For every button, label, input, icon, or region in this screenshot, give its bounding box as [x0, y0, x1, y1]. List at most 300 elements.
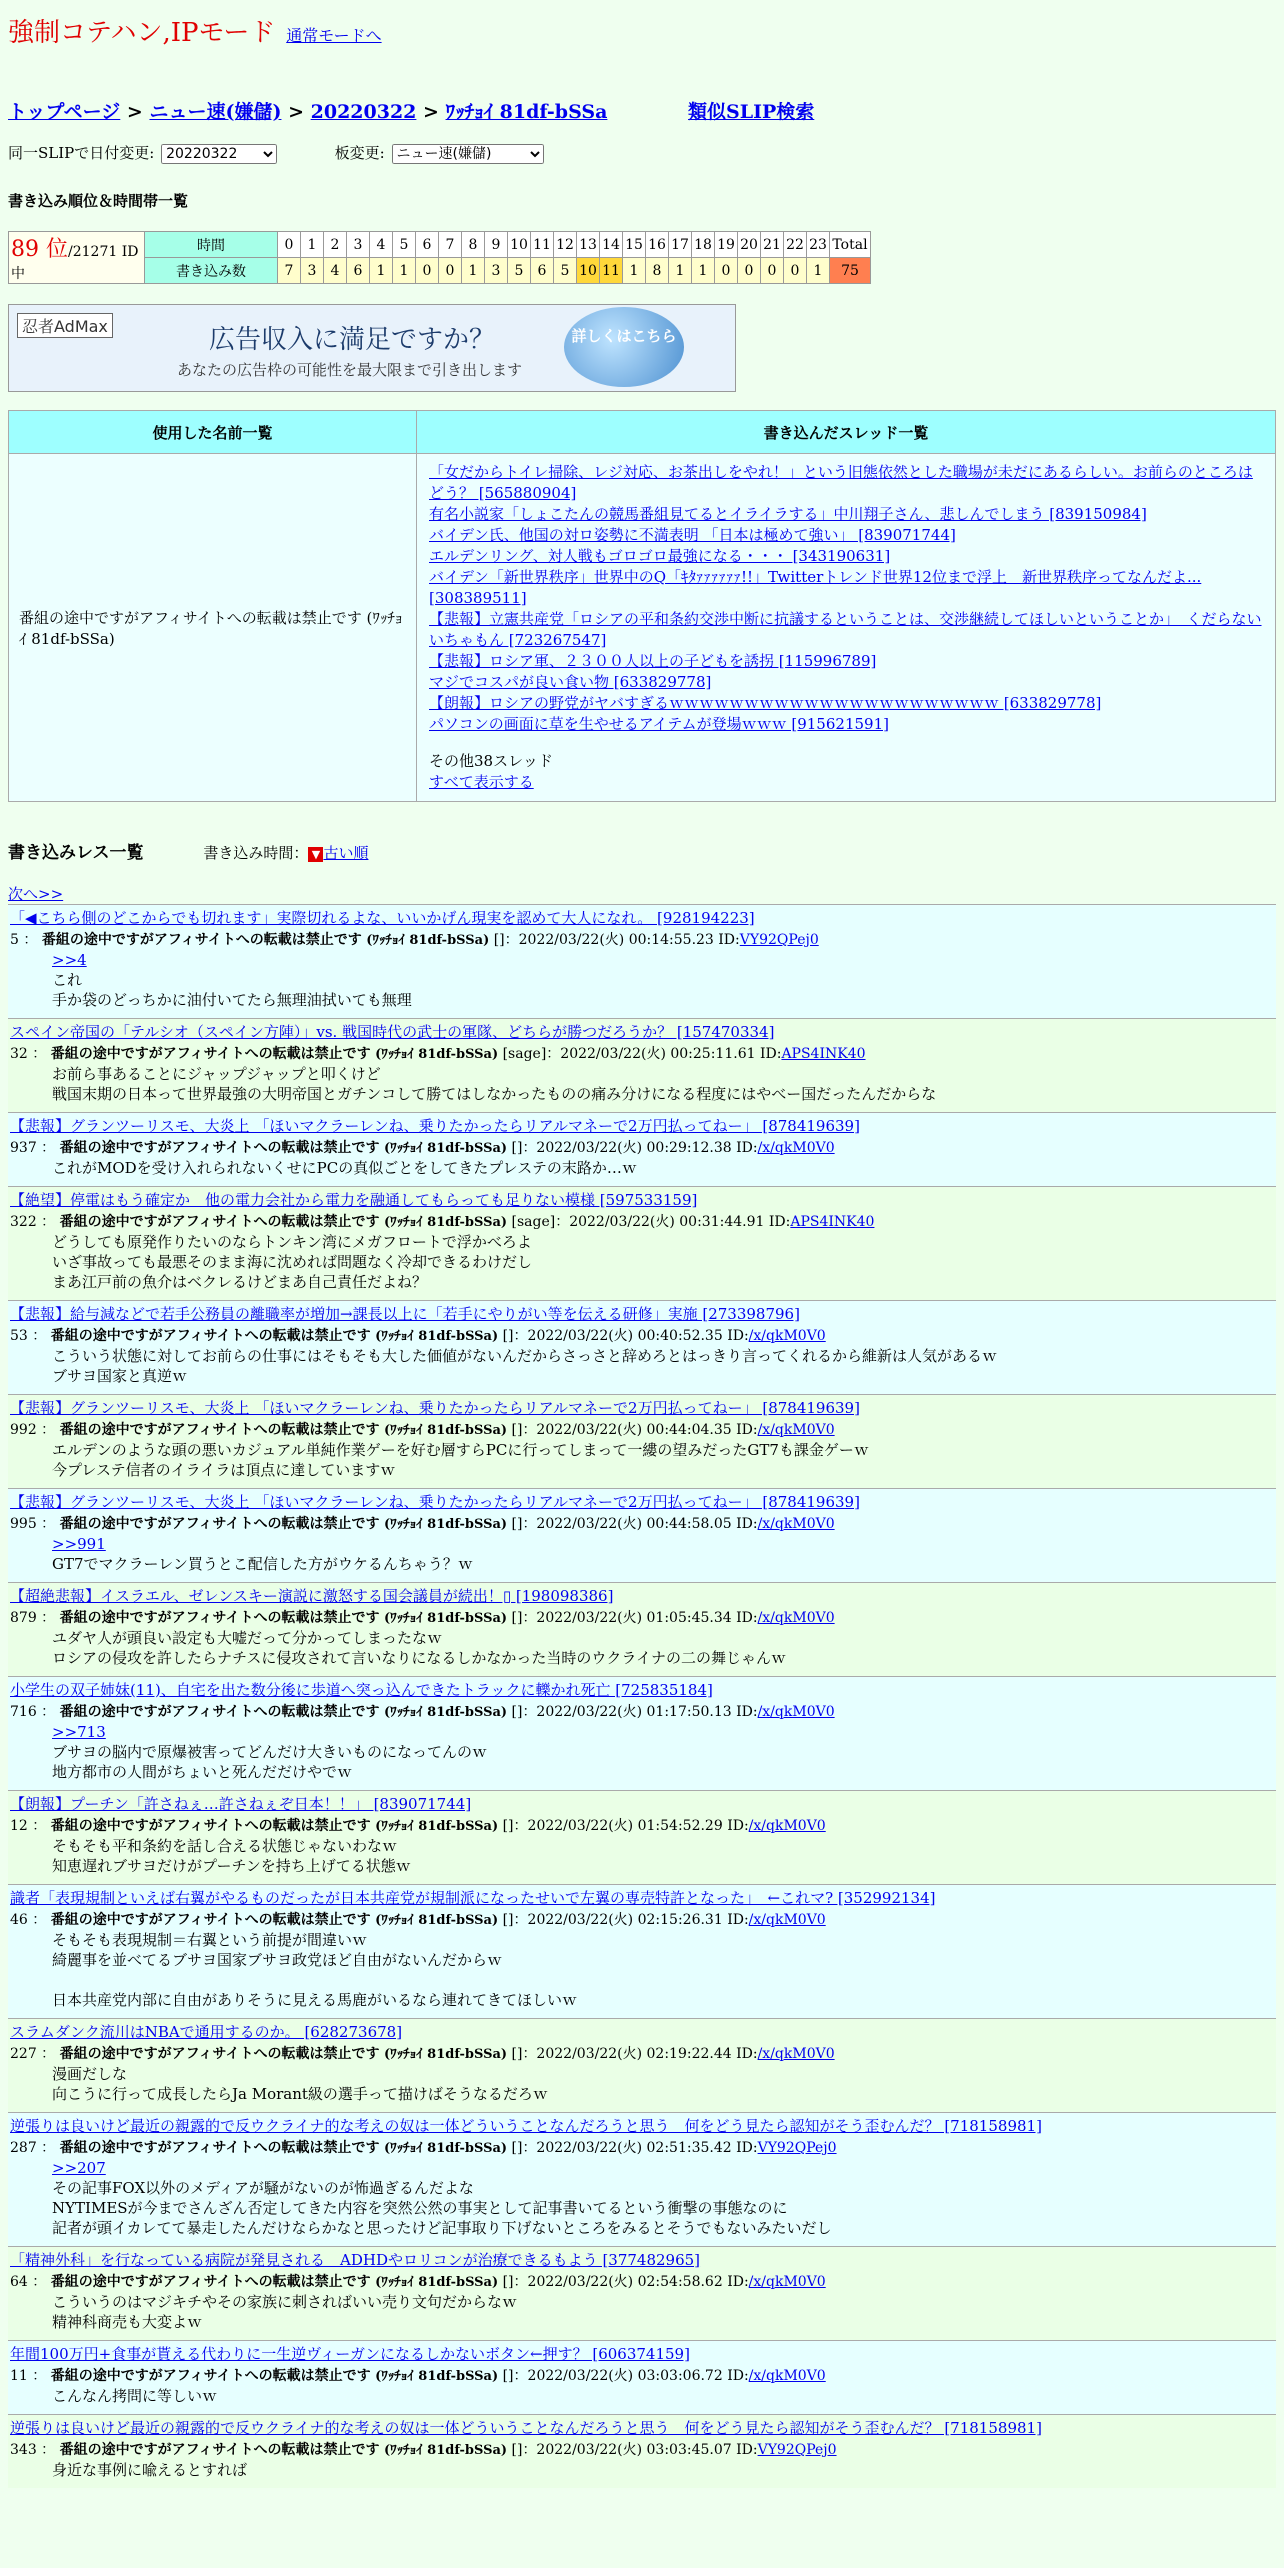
more-threads-count: その他38スレッド: [429, 752, 553, 770]
hour-cell: 18: [692, 232, 715, 258]
breadcrumb: [8, 97, 1276, 124]
hour-cell: 2: [324, 232, 347, 258]
responses-heading-row: [8, 838, 1276, 863]
thread-list: [417, 454, 1276, 802]
post-date: ：2022/03/22(火) 00:29:12.38 ID:: [522, 1140, 758, 1156]
hour-cell: 21: [761, 232, 784, 258]
post-number: 11: [10, 2368, 28, 2384]
post-date: ：2022/03/22(火) 00:40:52.35 ID:: [513, 1328, 749, 1344]
post-thread-link[interactable]: 【絶望】停電はもう確定か 他の電力会社から電力を融通してもらっても足りない模様 [597533159]: [10, 1191, 698, 1209]
breadcrumb-date[interactable]: 20220322: [310, 101, 417, 123]
post-mail: []: [502, 1328, 514, 1344]
count-cell: 0: [784, 258, 807, 284]
post-id-link[interactable]: /x/qkM0V0: [757, 1516, 835, 1532]
post-body: [52, 1440, 1274, 1480]
post-mail: []: [502, 1818, 514, 1834]
post-line: ブサヨ国家と真逆ｗ: [52, 1367, 188, 1385]
post-body: [52, 1930, 1274, 2010]
post-mail: []: [502, 2274, 514, 2290]
post: [8, 1186, 1276, 1300]
hour-cell: 10: [508, 232, 531, 258]
post-thread-link[interactable]: 識者「表現規制といえば右翼がやるものだったが日本共産党が規制派になったせいで左翼の専売特許となった」 ←これマ? [352992134]: [10, 1889, 936, 1907]
post-id-link[interactable]: /x/qkM0V0: [757, 1422, 835, 1438]
count-cell: 10: [577, 258, 600, 284]
count-cell: 1: [623, 258, 646, 284]
post-body: [52, 2460, 1274, 2480]
post-body: [52, 950, 1274, 1010]
thread-link[interactable]: バイデン「新世界秩序」世界中のQ「ｷﾀｧｧｧｧｧｧ!!」Twitterトレンド世界12位まで浮上 新世界秩序ってなんだよ... [308389511]: [429, 568, 1202, 607]
post-number: 879: [10, 1610, 37, 1626]
breadcrumb-slip[interactable]: ﾜｯﾁｮｲ 81df-bSSa: [445, 101, 608, 123]
count-cell: 7: [278, 258, 301, 284]
post-meta: 46 ： 番組の途中ですがアフィサイトへの転載は禁止です (ﾜｯﾁｮｲ 81df-bSSa) []：2022/03/22(火) 02:15:26.31 ID:/x/qkM0V0: [10, 1912, 826, 1928]
post-trip: (ﾜｯﾁｮｲ 81df-bSSa): [366, 933, 490, 948]
post-thread-link[interactable]: 逆張りは良いけど最近の親露的で反ウクライナ的な考えの奴は一体どういうことなんだろうと思う 何をどう見たら認知がそう歪むんだ？ [718158981]: [10, 2419, 1042, 2437]
post-line: お前ら事あることにジャップジャップと叩くけど: [52, 1065, 381, 1083]
post-mail: []: [511, 1140, 523, 1156]
hour-cell: 5: [393, 232, 416, 258]
post-line: エルデンのような頭の悪いカジュアル単純作業ゲーを好む層すらPCに行ってしまって一縷の望みだったGT7も課金ゲーｗ: [52, 1441, 869, 1459]
post-date: ：2022/03/22(火) 02:51:35.42 ID:: [522, 2140, 758, 2156]
post-id-link[interactable]: /x/qkM0V0: [748, 1912, 826, 1928]
post-list: [8, 904, 1276, 2488]
count-cell: 0: [761, 258, 784, 284]
post-mail: [sage]: [502, 1046, 547, 1062]
post-thread-link[interactable]: 「◀こちら側のどこからでも切れます」実際切れるよな、いいかげん現実を認めて大人になれ。 [928194223]: [10, 909, 755, 927]
hour-cell: 9: [485, 232, 508, 258]
post-number: 716: [10, 1704, 37, 1720]
mode-title: 強制コテハン,IPモード: [8, 18, 276, 48]
hour-cell: 8: [462, 232, 485, 258]
post: [8, 904, 1276, 1018]
post-line: ロシアの侵攻を許したらナチスに侵攻されて言いなりになるしかなかった当時のウクライナの二の舞じゃんｗ: [52, 1649, 786, 1667]
ranking-heading: 書き込み順位＆時間帯一覧: [8, 192, 189, 210]
hour-cell: 19: [715, 232, 738, 258]
post-date: ：2022/03/22(火) 00:31:44.91 ID:: [555, 1214, 791, 1230]
post-id-link[interactable]: APS4INK40: [790, 1214, 875, 1230]
post-thread-link[interactable]: 【悲報】給与減などで若手公務員の離職率が増加→課長以上に「若手にやりがい等を伝える研修」実施 [273398796]: [10, 1305, 800, 1323]
post-mail: []: [502, 2368, 514, 2384]
board-change-label: 板変更:: [334, 144, 385, 162]
post-number: 53: [10, 1328, 28, 1344]
post-body: [52, 1346, 1274, 1386]
thread-link[interactable]: 有名小説家「しょこたんの競馬番組見てるとイライラする」中川翔子さん、悲しんでしまう [839150984]: [429, 505, 1147, 523]
post-line: 今プレステ信者のイライラは頂点に達していますｗ: [52, 1461, 396, 1479]
post-meta: 5 ： 番組の途中ですがアフィサイトへの転載は禁止です (ﾜｯﾁｮｲ 81df-bSSa) []：2022/03/22(火) 00:14:55.23 ID:VY92QPej0: [10, 932, 819, 948]
post-name: 番組の途中ですがアフィサイトへの転載は禁止です: [50, 1818, 371, 1834]
post-number: 992: [10, 1422, 37, 1438]
post-body: [52, 2064, 1274, 2104]
post-number: 46: [10, 1912, 28, 1928]
anchor-link[interactable]: >>713: [52, 1723, 106, 1741]
post: [8, 1884, 1276, 2018]
post-trip: (ﾜｯﾁｮｲ 81df-bSSa): [375, 1329, 499, 1344]
post-name: 番組の途中ですがアフィサイトへの転載は禁止です: [50, 1046, 371, 1062]
hour-cell: 15: [623, 232, 646, 258]
post-date: ：2022/03/22(火) 00:44:04.35 ID:: [522, 1422, 758, 1438]
thread-link[interactable]: 「女だからトイレ掃除、レジ対応、お茶出しをやれ！」という旧態依然とした職場が未だにあるらしい。お前らのところはどう？ [565880904]: [429, 463, 1253, 502]
post-date: ：2022/03/22(火) 02:54:58.62 ID:: [513, 2274, 749, 2290]
post-name: 番組の途中ですがアフィサイトへの転載は禁止です: [50, 2368, 371, 2384]
post-date: ：2022/03/22(火) 00:14:55.23 ID:: [504, 932, 740, 948]
post-date: ：2022/03/22(火) 01:54:52.29 ID:: [513, 1818, 749, 1834]
thread-link[interactable]: 【悲報】ロシア軍、２３００人以上の子どもを誘拐 [115996789]: [429, 652, 877, 670]
ad-headline: 広告収入に満足ですか？: [209, 325, 496, 355]
post-line: 地方都市の人間がちょいと死んだだけやでｗ: [52, 1763, 353, 1781]
post-number: 322: [10, 1214, 37, 1230]
post-id-link[interactable]: VY92QPej0: [757, 2140, 837, 2156]
count-cell: 11: [600, 258, 623, 284]
post-body: [52, 1534, 1274, 1574]
hour-cell: 22: [784, 232, 807, 258]
post-thread-link[interactable]: 【朗報】プーチン「許さねぇ…許さねぇぞ日本！！」 [839071744]: [10, 1795, 472, 1813]
post-trip: (ﾜｯﾁｮｲ 81df-bSSa): [375, 2369, 499, 2384]
selector-row: [8, 142, 1276, 164]
more-threads-line: [429, 751, 1263, 793]
threads-column-header: 書き込んだスレッド一覧: [417, 411, 1276, 454]
post-thread-link[interactable]: スペイン帝国の「テルシオ（スペイン方陣）」vs. 戦国時代の武士の軍隊、どちらが勝つだろうか？ [157470334]: [10, 1023, 775, 1041]
post-thread-link[interactable]: 【悲報】グランツーリスモ、大炎上 「ほいマクラーレンね、乗りたかったらリアルマネーで2万円払ってねー」 [878419639]: [10, 1117, 860, 1135]
hour-cell: 1: [301, 232, 324, 258]
post-line: 知恵遅れブサヨだけがプーチンを持ち上げてる状態ｗ: [52, 1857, 411, 1875]
post: [8, 2340, 1276, 2414]
anchor-link[interactable]: >>4: [52, 951, 87, 969]
similar-slip-search-link[interactable]: 類似SLIP検索: [688, 101, 815, 123]
post: [8, 2246, 1276, 2340]
post-thread-link[interactable]: 【超絶悲報】イスラエル、ゼレンスキー演説に激怒する国会議員が続出！▯ [198098386]: [10, 1587, 614, 1605]
count-cell: 0: [738, 258, 761, 284]
next-page-link[interactable]: 次へ>>: [8, 885, 64, 903]
post-line: 精神科商売も大変よｗ: [52, 2313, 203, 2331]
hour-cell: 16: [646, 232, 669, 258]
post-line: ブサヨの脳内で原爆被害ってどんだけ大きいものになってんのｗ: [52, 1743, 488, 1761]
sort-order-label: 書き込み時間：: [203, 844, 309, 862]
post-line: NYTIMESが今までさんざん否定してきた内容を突然公然の事実として記事書いてるという衝撃の事態なのに: [52, 2199, 788, 2217]
post-meta: 12 ： 番組の途中ですがアフィサイトへの転載は禁止です (ﾜｯﾁｮｲ 81df-bSSa) []：2022/03/22(火) 01:54:52.29 ID:/x/qkM0V0: [10, 1818, 826, 1834]
post-meta: 937 ： 番組の途中ですがアフィサイトへの転載は禁止です (ﾜｯﾁｮｲ 81df-bSSa) []：2022/03/22(火) 00:29:12.38 ID:/x/qkM0V0: [10, 1140, 835, 1156]
post: [8, 1394, 1276, 1488]
post-line: これ: [52, 971, 83, 989]
post-meta: 716 ： 番組の途中ですがアフィサイトへの転載は禁止です (ﾜｯﾁｮｲ 81df-bSSa) []：2022/03/22(火) 01:17:50.13 ID:/x/qkM0V0: [10, 1704, 835, 1720]
post-body: [52, 2292, 1274, 2332]
post-date: ：2022/03/22(火) 02:15:26.31 ID:: [513, 1912, 749, 1928]
thread-link[interactable]: パソコンの画面に草を生やせるアイテムが登場ｗｗｗ [915621591]: [429, 715, 889, 733]
thread-link[interactable]: マジでコスパが良い食い物 [633829778]: [429, 673, 712, 691]
post-name: 番組の途中ですがアフィサイトへの転載は禁止です: [41, 932, 362, 948]
hour-cell: 4: [370, 232, 393, 258]
post-trip: (ﾜｯﾁｮｲ 81df-bSSa): [384, 1215, 508, 1230]
post-mail: [sage]: [511, 1214, 556, 1230]
post: [8, 1488, 1276, 1582]
hour-cell: 11: [531, 232, 554, 258]
post: [8, 2112, 1276, 2246]
post-date: ：2022/03/22(火) 00:44:58.05 ID:: [522, 1516, 758, 1532]
post-id-link[interactable]: /x/qkM0V0: [757, 1704, 835, 1720]
post-body: [52, 1836, 1274, 1876]
breadcrumb-sep: >: [126, 101, 143, 123]
post-body: [52, 1722, 1274, 1782]
post-line: GT7でマクラーレン買うとこ配信した方がウケるんちゃう？ｗ: [52, 1555, 473, 1573]
post-body: [52, 2158, 1274, 2238]
breadcrumb-sep: >: [288, 101, 304, 123]
post-meta: 287 ： 番組の途中ですがアフィサイトへの転載は禁止です (ﾜｯﾁｮｲ 81df-bSSa) []：2022/03/22(火) 02:51:35.42 ID:VY92QPej0: [10, 2140, 837, 2156]
hour-cell: 0: [278, 232, 301, 258]
post-number: 12: [10, 1818, 28, 1834]
post-date: ：2022/03/22(火) 03:03:06.72 ID:: [513, 2368, 749, 2384]
post-id-link[interactable]: /x/qkM0V0: [757, 1610, 835, 1626]
count-cell: 5: [554, 258, 577, 284]
post-line: こんなん拷問に等しいｗ: [52, 2387, 218, 2405]
post-trip: (ﾜｯﾁｮｲ 81df-bSSa): [384, 1705, 508, 1720]
names-threads-table: [8, 410, 1276, 802]
post-meta: 53 ： 番組の途中ですがアフィサイトへの転載は禁止です (ﾜｯﾁｮｲ 81df-bSSa) []：2022/03/22(火) 00:40:52.35 ID:/x/qkM0V0: [10, 1328, 826, 1344]
post-line: 日本共産党内部に自由がありそうに見える馬鹿がいるなら連れてきてほしいｗ: [52, 1991, 578, 2009]
sort-arrow-icon: ▼: [308, 847, 323, 862]
thread-link[interactable]: 【朗報】ロシアの野党がヤバすぎるｗｗｗｗｗｗｗｗｗｗｗｗｗｗｗｗｗｗｗｗｗｗ [633829778]: [429, 694, 1102, 712]
hour-cell: 17: [669, 232, 692, 258]
post-line: こういう状態に対してお前らの仕事にはそもそも大した価値がないんだからさっさと辞めろとはっきり言ってくれるから維新は人気があるｗ: [52, 1347, 998, 1365]
hour-cell: 20: [738, 232, 761, 258]
date-select[interactable]: [161, 144, 277, 164]
post-line: どうしても原発作りたいのならトンキン湾にメガフロートで浮かべろよ: [52, 1233, 532, 1251]
post-name: 番組の途中ですがアフィサイトへの転載は禁止です: [59, 2442, 380, 2458]
post-trip: (ﾜｯﾁｮｲ 81df-bSSa): [384, 2443, 508, 2458]
post-id-link[interactable]: /x/qkM0V0: [748, 2368, 826, 2384]
count-cell: 1: [692, 258, 715, 284]
post-number: 64: [10, 2274, 28, 2290]
post-thread-link[interactable]: 年間100万円+食事が貰える代わりに一生逆ヴィーガンになるしかないボタン←押す？ [606374159]: [10, 2345, 690, 2363]
count-cell: 6: [531, 258, 554, 284]
post-trip: (ﾜｯﾁｮｲ 81df-bSSa): [375, 1047, 499, 1062]
count-cell: 5: [508, 258, 531, 284]
post-body: [52, 1232, 1274, 1292]
hour-cell: 6: [416, 232, 439, 258]
post-date: ：2022/03/22(火) 02:19:22.44 ID:: [522, 2046, 758, 2062]
post-mail: []: [502, 1912, 514, 1928]
post-date: ：2022/03/22(火) 01:17:50.13 ID:: [522, 1704, 758, 1720]
post-trip: (ﾜｯﾁｮｲ 81df-bSSa): [375, 1819, 499, 1834]
post-body: [52, 1064, 1274, 1104]
post-line: ユダヤ人が頭良い設定も大嘘だって分かってしまったなｗ: [52, 1629, 443, 1647]
ad-banner[interactable]: [8, 304, 736, 392]
post-mail: []: [511, 1704, 523, 1720]
breadcrumb-top[interactable]: トップページ: [8, 101, 121, 123]
post-number: 32: [10, 1046, 28, 1062]
post: [8, 2018, 1276, 2112]
post-mail: []: [511, 2046, 523, 2062]
post-id-link[interactable]: /x/qkM0V0: [757, 2046, 835, 2062]
post-meta: 995 ： 番組の途中ですがアフィサイトへの転載は禁止です (ﾜｯﾁｮｲ 81df-bSSa) []：2022/03/22(火) 00:44:58.05 ID:/x/qkM0V0: [10, 1516, 835, 1532]
hour-cell: 12: [554, 232, 577, 258]
count-cell: 6: [347, 258, 370, 284]
hour-cell: 14: [600, 232, 623, 258]
post-trip: (ﾜｯﾁｮｲ 81df-bSSa): [384, 2141, 508, 2156]
post-id-link[interactable]: VY92QPej0: [739, 932, 819, 948]
oldest-first-link[interactable]: 古い順: [323, 844, 369, 862]
count-cell: 1: [807, 258, 830, 284]
post-meta: 11 ： 番組の途中ですがアフィサイトへの転載は禁止です (ﾜｯﾁｮｲ 81df-bSSa) []：2022/03/22(火) 03:03:06.72 ID:/x/qkM0V0: [10, 2368, 826, 2384]
board-select[interactable]: [392, 144, 544, 164]
post-line: これがMODを受け入れられないくせにPCの真似ごとをしてきたプレステの末路か…ｗ: [52, 1159, 637, 1177]
post-name: 番組の途中ですがアフィサイトへの転載は禁止です: [50, 1912, 371, 1928]
post-id-link[interactable]: /x/qkM0V0: [748, 1328, 826, 1344]
post-thread-link[interactable]: 【悲報】グランツーリスモ、大炎上 「ほいマクラーレンね、乗りたかったらリアルマネーで2万円払ってねー」 [878419639]: [10, 1493, 860, 1511]
count-cell: 3: [485, 258, 508, 284]
post-date: ：2022/03/22(火) 03:03:45.07 ID:: [522, 2442, 758, 2458]
count-cell: 1: [370, 258, 393, 284]
post-id-link[interactable]: APS4INK40: [781, 1046, 866, 1062]
thread-link[interactable]: バイデン氏、他国の対ロ姿勢に不満表明 「日本は極めて強い」 [839071744]: [429, 526, 956, 544]
normal-mode-link[interactable]: 通常モードへ: [286, 26, 382, 45]
rank-cell: [9, 232, 145, 284]
post-meta: 879 ： 番組の途中ですがアフィサイトへの転載は禁止です (ﾜｯﾁｮｲ 81df-bSSa) []：2022/03/22(火) 01:05:45.34 ID:/x/qkM0V0: [10, 1610, 835, 1626]
post-line: いざ事故っても最悪そのまま海に沈めれば問題なく冷却できるわけだし: [52, 1253, 533, 1271]
breadcrumb-sep: >: [423, 101, 439, 123]
anchor-link[interactable]: >>991: [52, 1535, 106, 1553]
ad-details-button[interactable]: 詳しくはこちら: [564, 307, 684, 387]
post-mail: []: [511, 1422, 523, 1438]
post-trip: (ﾜｯﾁｮｲ 81df-bSSa): [384, 1423, 508, 1438]
post-name: 番組の途中ですがアフィサイトへの転載は禁止です: [59, 2046, 380, 2062]
post-name: 番組の途中ですがアフィサイトへの転載は禁止です: [59, 1704, 380, 1720]
count-cell: 4: [324, 258, 347, 284]
post-thread-link[interactable]: 逆張りは良いけど最近の親露的で反ウクライナ的な考えの奴は一体どういうことなんだろうと思う 何をどう見たら認知がそう歪むんだ？ [718158981]: [10, 2117, 1042, 2135]
post-line: そもそも表現規制＝右翼という前提が間違いｗ: [52, 1931, 368, 1949]
post-line: 漫画だしな: [52, 2065, 128, 2083]
hour-cell: 7: [439, 232, 462, 258]
show-all-threads-link[interactable]: すべて表示する: [429, 773, 534, 791]
post-body: [52, 1158, 1274, 1178]
hour-cell: 23: [807, 232, 830, 258]
post-line: その記事FOX以外のメディアが騒がないのが怖過ぎるんだよな: [52, 2179, 474, 2197]
post-name: 番組の途中ですがアフィサイトへの転載は禁止です: [59, 2140, 380, 2156]
post-mail: []: [511, 2140, 523, 2156]
post-thread-link[interactable]: 小学生の双子姉妹(11)、自宅を出た数分後に歩道へ突っ込んできたトラックに轢かれ死亡 [725835184]: [10, 1681, 713, 1699]
post-name: 番組の途中ですがアフィサイトへの転載は禁止です: [59, 1140, 380, 1156]
post-name: 番組の途中ですがアフィサイトへの転載は禁止です: [50, 2274, 371, 2290]
post-trip: (ﾜｯﾁｮｲ 81df-bSSa): [375, 1913, 499, 1928]
post-meta: 32 ： 番組の途中ですがアフィサイトへの転載は禁止です (ﾜｯﾁｮｲ 81df-bSSa) [sage]：2022/03/22(火) 00:25:11.61 ID:APS4INK40: [10, 1046, 866, 1062]
post: [8, 1300, 1276, 1394]
post-id-link[interactable]: VY92QPej0: [757, 2442, 837, 2458]
post-number: 287: [10, 2140, 37, 2156]
hour-cell: 3: [347, 232, 370, 258]
post-id-link[interactable]: /x/qkM0V0: [748, 1818, 826, 1834]
anchor-link[interactable]: >>207: [52, 2159, 106, 2177]
count-cell: 1: [462, 258, 485, 284]
time-row-label: 時間: [145, 232, 278, 258]
post-id-link[interactable]: /x/qkM0V0: [757, 1140, 835, 1156]
post-line: 戦国末期の日本って世界最強の大明帝国とガチンコして勝てはしなかったものの痛み分けになる程度にはやべー国だったんだからな: [52, 1085, 937, 1103]
post-line: そもそも平和条約を話し合える状態じゃないわなｗ: [52, 1837, 398, 1855]
post-name: 番組の途中ですがアフィサイトへの転載は禁止です: [59, 1610, 380, 1626]
post-meta: 64 ： 番組の途中ですがアフィサイトへの転載は禁止です (ﾜｯﾁｮｲ 81df-bSSa) []：2022/03/22(火) 02:54:58.62 ID:/x/qkM0V0: [10, 2274, 826, 2290]
post-line: こういうのはマジキチやその家族に刺さればいい売り文句だからなｗ: [52, 2293, 518, 2311]
post: [8, 1018, 1276, 1112]
total-header: Total: [830, 232, 871, 258]
post-thread-link[interactable]: 「精神外科」を行なっている病院が発見される ADHDやロリコンが治療できるもよう [377482965]: [10, 2251, 701, 2269]
post-meta: 227 ： 番組の途中ですがアフィサイトへの転載は禁止です (ﾜｯﾁｮｲ 81df-bSSa) []：2022/03/22(火) 02:19:22.44 ID:/x/qkM0V0: [10, 2046, 835, 2062]
thread-link[interactable]: 【悲報】立憲共産党「ロシアの平和条約交渉中断に抗議するということは、交渉継続してほしいということか」 くだらないいちゃもん [723267547]: [429, 610, 1262, 649]
post-number: 343: [10, 2442, 37, 2458]
post: [8, 1112, 1276, 1186]
post: [8, 2414, 1276, 2488]
post-line: 記者が頭イカレてて暴走したんだけならかなと思ったけど記事取り下げないところをみるとそうでもないみたいだし: [52, 2219, 832, 2237]
post-name: 番組の途中ですがアフィサイトへの転載は禁止です: [59, 1516, 380, 1532]
post-meta: 322 ： 番組の途中ですがアフィサイトへの転載は禁止です (ﾜｯﾁｮｲ 81df-bSSa) [sage]：2022/03/22(火) 00:31:44.91 ID:APS4INK40: [10, 1214, 875, 1230]
count-cell: 0: [715, 258, 738, 284]
post-id-link[interactable]: /x/qkM0V0: [748, 2274, 826, 2290]
post-body: [52, 2386, 1274, 2406]
count-cell: 3: [301, 258, 324, 284]
post-thread-link[interactable]: スラムダンク流川はNBAで通用するのか。 [628273678]: [10, 2023, 403, 2041]
post-line: 身近な事例に喩えるとすれば: [52, 2461, 248, 2479]
post-line: 向こうに行って成長したらJa Morant級の選手って描けばそうなるだろｗ: [52, 2085, 548, 2103]
count-cell: 0: [439, 258, 462, 284]
post-trip: (ﾜｯﾁｮｲ 81df-bSSa): [384, 1611, 508, 1626]
total-value: 75: [830, 258, 871, 284]
post-name: 番組の途中ですがアフィサイトへの転載は禁止です: [59, 1214, 380, 1230]
hour-cell: 13: [577, 232, 600, 258]
post-trip: (ﾜｯﾁｮｲ 81df-bSSa): [384, 2047, 508, 2062]
post: [8, 1676, 1276, 1790]
count-row-label: 書き込み数: [145, 258, 278, 284]
next-page-row: [8, 883, 1276, 904]
post-body: [52, 1628, 1274, 1668]
names-column-header: 使用した名前一覧: [9, 411, 417, 454]
rank-number: 89 位: [11, 237, 68, 262]
post-number: 227: [10, 2046, 37, 2062]
thread-link[interactable]: エルデンリング、対人戦もゴロゴロ最強になる・・・ [343190631]: [429, 547, 891, 565]
count-cell: 1: [669, 258, 692, 284]
rank-total-ids: /21271 ID中: [11, 244, 139, 282]
post-trip: (ﾜｯﾁｮｲ 81df-bSSa): [384, 1517, 508, 1532]
post-mail: []: [511, 2442, 523, 2458]
post-mail: []: [493, 932, 505, 948]
ad-subline: あなたの広告枠の可能性を最大限まで引き出します: [177, 361, 523, 379]
post-date: ：2022/03/22(火) 01:05:45.34 ID:: [522, 1610, 758, 1626]
post-mail: []: [511, 1610, 523, 1626]
post-line: まあ江戸前の魚介はベクレるけどまあ自己責任だよね？: [52, 1273, 428, 1291]
post-number: 995: [10, 1516, 37, 1532]
post-name: 番組の途中ですがアフィサイトへの転載は禁止です: [50, 1328, 371, 1344]
post-line: 手か袋のどっちかに油付いてたら無理油拭いても無理: [52, 991, 412, 1009]
post: [8, 1790, 1276, 1884]
post-line: 綺麗事を並べてるブサヨ国家ブサヨ政党ほど自由がないんだからｗ: [52, 1951, 503, 1969]
post-mail: []: [511, 1516, 523, 1532]
breadcrumb-board[interactable]: ニュー速(嫌儲): [149, 101, 282, 123]
post-meta: 992 ： 番組の途中ですがアフィサイトへの転載は禁止です (ﾜｯﾁｮｲ 81df-bSSa) []：2022/03/22(火) 00:44:04.35 ID:/x/qkM0V0: [10, 1422, 835, 1438]
post-number: 937: [10, 1140, 37, 1156]
count-cell: 8: [646, 258, 669, 284]
responses-heading: 書き込みレス一覧: [8, 843, 144, 863]
post-meta: 343 ： 番組の途中ですがアフィサイトへの転載は禁止です (ﾜｯﾁｮｲ 81df-bSSa) []：2022/03/22(火) 03:03:45.07 ID:VY92QPej0: [10, 2442, 837, 2458]
post-trip: (ﾜｯﾁｮｲ 81df-bSSa): [375, 2275, 499, 2290]
post: [8, 1582, 1276, 1676]
post-line: [52, 1970, 1274, 1990]
post-thread-link[interactable]: 【悲報】グランツーリスモ、大炎上 「ほいマクラーレンね、乗りたかったらリアルマネーで2万円払ってねー」 [878419639]: [10, 1399, 860, 1417]
count-cell: 0: [416, 258, 439, 284]
ad-brand-logo: 忍者AdMax: [17, 313, 113, 338]
sort-order: [203, 844, 368, 862]
ranking-table: [8, 231, 871, 284]
date-change-label: 同一SLIPで日付変更:: [8, 144, 155, 162]
post-name: 番組の途中ですがアフィサイトへの転載は禁止です: [59, 1422, 380, 1438]
post-trip: (ﾜｯﾁｮｲ 81df-bSSa): [384, 1141, 508, 1156]
used-name: 番組の途中ですがアフィサイトへの転載は禁止です (ﾜｯﾁｮｲ 81df-bSSa): [9, 454, 417, 802]
post-number: 5: [10, 932, 19, 948]
mode-header: [8, 12, 1276, 49]
